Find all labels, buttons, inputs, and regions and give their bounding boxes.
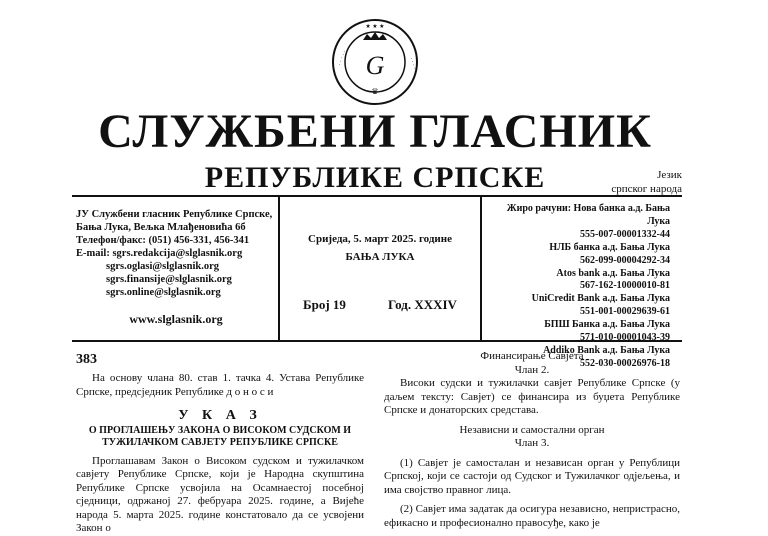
bank-line: Addiko Bank а.д. Бања Лука — [543, 344, 670, 356]
issue-city: БАЊА ЛУКА — [345, 251, 415, 263]
bank-account: 567-162-10000010-81 — [580, 280, 670, 292]
issue-year: Год. XXXIV — [388, 297, 457, 312]
article-paragraph: (1) Савјет је самосталан и независан орган у Републици Српској, који се састоји од Судског и Тужилачког одјељења, и има својство правног лица. — [384, 456, 680, 496]
bank-account: 555-007-00001332-44 — [580, 228, 670, 240]
publisher-email[interactable]: sgrs.oglasi@slglasnik.org — [106, 261, 220, 272]
language-line-1: Језик — [657, 169, 682, 181]
article-number: Члан 2. — [514, 363, 550, 376]
gazette-subtitle: РЕПУБЛИКЕ СРПСКЕ — [204, 161, 546, 194]
bank-account: 552-030-00026976-18 — [580, 357, 670, 369]
svg-text:· · · · ·: · · · · · — [337, 49, 349, 67]
masthead-divider-left — [278, 195, 280, 341]
language-line-2: српског народа — [611, 183, 682, 195]
left-column — [76, 372, 364, 536]
decree-heading: У К А З — [178, 408, 262, 423]
item-number: 383 — [76, 352, 97, 367]
article-paragraph: (2) Савјет има задатак да осигура независно, непристрасно, ефикасно и професионално правосуђе, како је — [384, 503, 680, 529]
publisher-name: ЈУ Службени гласник Републике Српске, — [76, 209, 273, 220]
svg-text:♛: ♛ — [371, 87, 379, 96]
section-heading: Независни и самостални орган — [459, 423, 605, 436]
publisher-info — [76, 208, 276, 326]
publisher-phone: Телефон/факс: (051) 456-331, 456-341 — [76, 235, 250, 246]
decree-paragraph: Проглашавам Закон о Високом судском и тужилачком савјету Републике Српске, који је Народна скупштина Републике Српске усвојила на Осамнаестој посебној сједници, одржаној 27. фебруара 2025. године, а Вијеће народа 5. марта 2025. године констатовало да се усвојени Закон о — [76, 454, 364, 534]
bank-accounts — [484, 203, 670, 371]
intro-paragraph: На основу члана 80. став 1. тачка 4. Устава Републике Српске, предсједник Републике д о н о с и — [76, 372, 364, 398]
section-heading: Финансирање Савјета — [480, 350, 584, 362]
article-number: Члан 3. — [514, 437, 550, 449]
decree-subheading: О ПРОГЛАШЕЊУ ЗАКОНА О ВИСОКОМ СУДСКОМ И ТУЖИЛАЧКОМ САВЈЕТУ РЕПУБЛИКЕ СРПСКЕ — [88, 424, 352, 448]
issue-number: Број 19 — [303, 297, 346, 312]
publisher-email[interactable]: sgrs.online@slglasnik.org — [106, 287, 221, 298]
masthead-top-rule — [72, 195, 682, 197]
bank-line: UniCredit Bank а.д. Бања Лука — [531, 293, 670, 305]
bank-account: 562-099-00004292-34 — [580, 254, 670, 266]
bank-line: Жиро рачуни: Нова банка а.д. Бања Лука — [506, 203, 670, 227]
bank-line: НЛБ банка а.д. Бања Лука — [549, 241, 670, 253]
svg-text:G: G — [365, 51, 385, 80]
publisher-website[interactable]: www.slglasnik.org — [129, 312, 223, 326]
right-column — [384, 350, 680, 530]
bank-line: Atos bank а.д. Бања Лука — [556, 267, 670, 279]
bank-account: 551-001-00029639-61 — [580, 306, 670, 318]
issue-date: Сриједа, 5. март 2025. године — [308, 233, 452, 245]
svg-text:· · · · ·: · · · · · — [407, 56, 419, 74]
publisher-address: Бања Лука, Вељка Млађеновића 6б — [76, 222, 246, 233]
issue-info — [282, 232, 478, 312]
gazette-title: СЛУЖБЕНИ ГЛАСНИК — [98, 105, 652, 158]
publisher-email[interactable]: E-mail: sgrs.redakcija@slglasnik.org — [76, 248, 243, 259]
bank-account: 571-010-00001043-39 — [580, 332, 670, 344]
masthead-divider-right — [480, 195, 482, 341]
bank-line: БПШ Банка а.д. Бања Лука — [544, 319, 670, 331]
language-note — [572, 168, 682, 196]
publisher-email[interactable]: sgrs.finansije@slglasnik.org — [106, 274, 232, 285]
article-paragraph: Високи судски и тужилачки савјет Републике Српске (у даљем тексту: Савјет) се финансира из буџета Републике Српске и донаторских средстава. — [384, 377, 680, 416]
coat-of-arms-seal — [331, 18, 419, 106]
svg-text:★ ★ ★: ★ ★ ★ — [365, 24, 385, 30]
